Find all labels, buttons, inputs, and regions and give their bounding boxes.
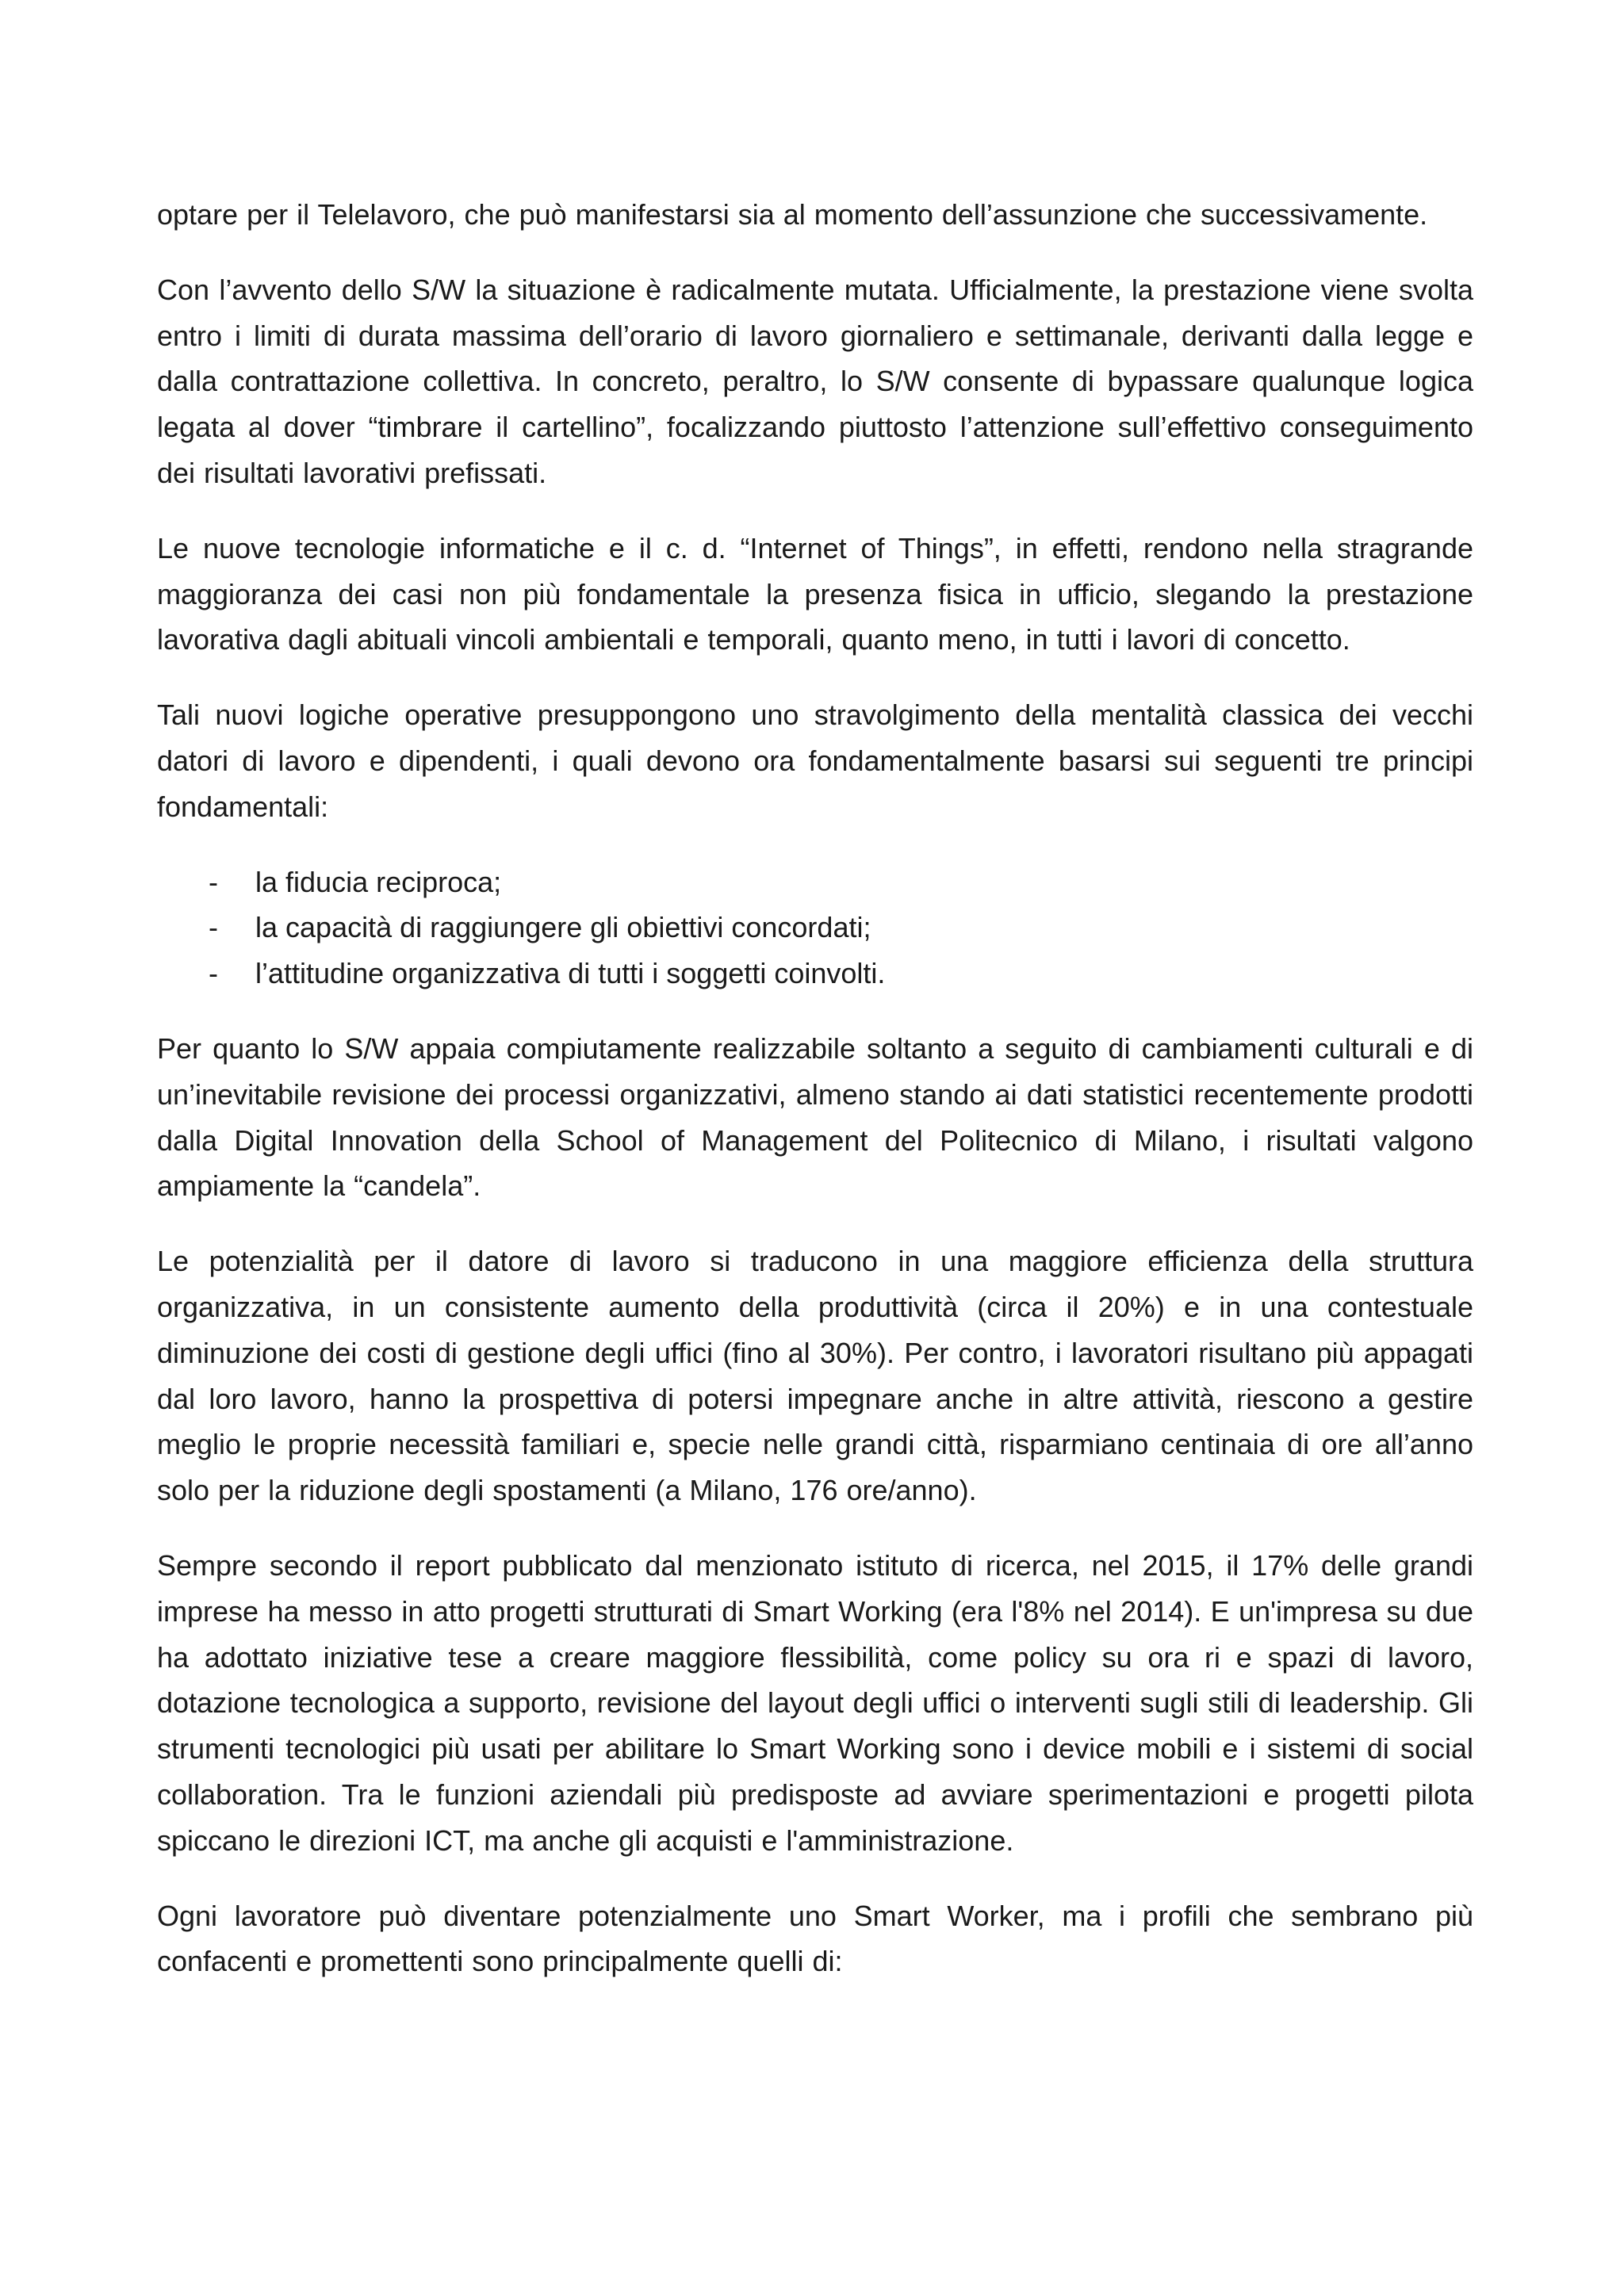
paragraph-realizzabilita: Per quanto lo S/W appaia compiutamente realizzabile soltanto a seguito di cambiamenti culturali e di un’inevitabile revisione dei processi organizzativi, almeno stando ai dati statistici recentemente prodotti dalla Digital Innovation della School of Management del Politecnico di Milano, i risultati valgono ampiamente la “candela”.	[157, 1031, 1473, 1203]
paragraph-avvento-sw: Con l’avvento dello S/W la situazione è radicalmente mutata. Ufficialmente, la prestazione viene svolta entro i limiti di durata massima dell’orario di lavoro giornaliero e settimanale, derivanti dalla legge e dalla contrattazione collettiva. In concreto, peraltro, lo S/W consente di bypassare qualunque logica legata al dover “timbrare il cartellino”, focalizzando piuttosto l’attenzione sull’effettivo conseguimento dei risultati lavorativi prefissati.	[157, 273, 1473, 489]
list-item-text: la capacità di raggiungere gli obiettivi concordati;	[255, 911, 871, 944]
paragraph-smart-worker: Ogni lavoratore può diventare potenzialmente uno Smart Worker, ma i profili che sembrano più confacenti e promettenti sono principalmente quelli di:	[157, 1899, 1473, 1978]
dash-marker: -	[209, 865, 218, 898]
dash-marker: -	[209, 911, 218, 944]
list-item-text: l’attitudine organizzativa di tutti i soggetti coinvolti.	[255, 957, 886, 990]
list-item	[157, 859, 1473, 905]
paragraph-logiche-operative: Tali nuovi logiche operative presuppongono uno stravolgimento della mentalità classica dei vecchi datori di lavoro e dipendenti, i quali devono ora fondamentalmente basarsi sui seguenti tre principi fondamentali:	[157, 698, 1473, 823]
principles-list	[157, 859, 1473, 997]
paragraph-nuove-tecnologie: Le nuove tecnologie informatiche e il c. d. “Internet of Things”, in effetti, rendono nella stragrande maggioranza dei casi non più fondamentale la presenza fisica in ufficio, slegando la prestazione lavorativa dagli abituali vincoli ambientali e temporali, quanto meno, in tutti i lavori di concetto.	[157, 531, 1473, 656]
document-page	[157, 192, 1473, 2014]
list-item-text: la fiducia reciproca;	[255, 865, 502, 898]
paragraph-report: Sempre secondo il report pubblicato dal menzionato istituto di ricerca, nel 2015, il 17% delle grandi imprese ha messo in atto progetti strutturati di Smart Working (era l'8% nel 2014). E un'impresa su due ha adottato iniziative tese a creare maggiore flessibilità, come policy su ora ri e spazi di lavoro, dotazione tecnologica a supporto, revisione del layout degli uffici o interventi sugli stili di leadership. Gli strumenti tecnologici più usati per abilitare lo Smart Working sono i device mobili e i sistemi di social collaboration. Tra le funzioni aziendali più predisposte ad avviare sperimentazioni e progetti pilota spiccano le direzioni ICT, ma anche gli acquisti e l'amministrazione.	[157, 1548, 1473, 1857]
list-item	[157, 951, 1473, 997]
paragraph-telelavoro: optare per il Telelavoro, che può manifestarsi sia al momento dell’assunzione che successivamente.	[157, 198, 1428, 231]
dash-marker: -	[209, 957, 218, 990]
paragraph-potenzialita: Le potenzialità per il datore di lavoro si traducono in una maggiore efficienza della struttura organizzativa, in un consistente aumento della produttività (circa il 20%) e in una contestuale diminuzione dei costi di gestione degli uffici (fino al 30%). Per contro, i lavoratori risultano più appagati dal loro lavoro, hanno la prospettiva di potersi impegnare anche in altre attività, riescono a gestire meglio le proprie necessità familiari e, specie nelle grandi città, risparmiano centinaia di ore all’anno solo per la riduzione degli spostamenti (a Milano, 176 ore/anno).	[157, 1245, 1473, 1507]
list-item	[157, 905, 1473, 951]
